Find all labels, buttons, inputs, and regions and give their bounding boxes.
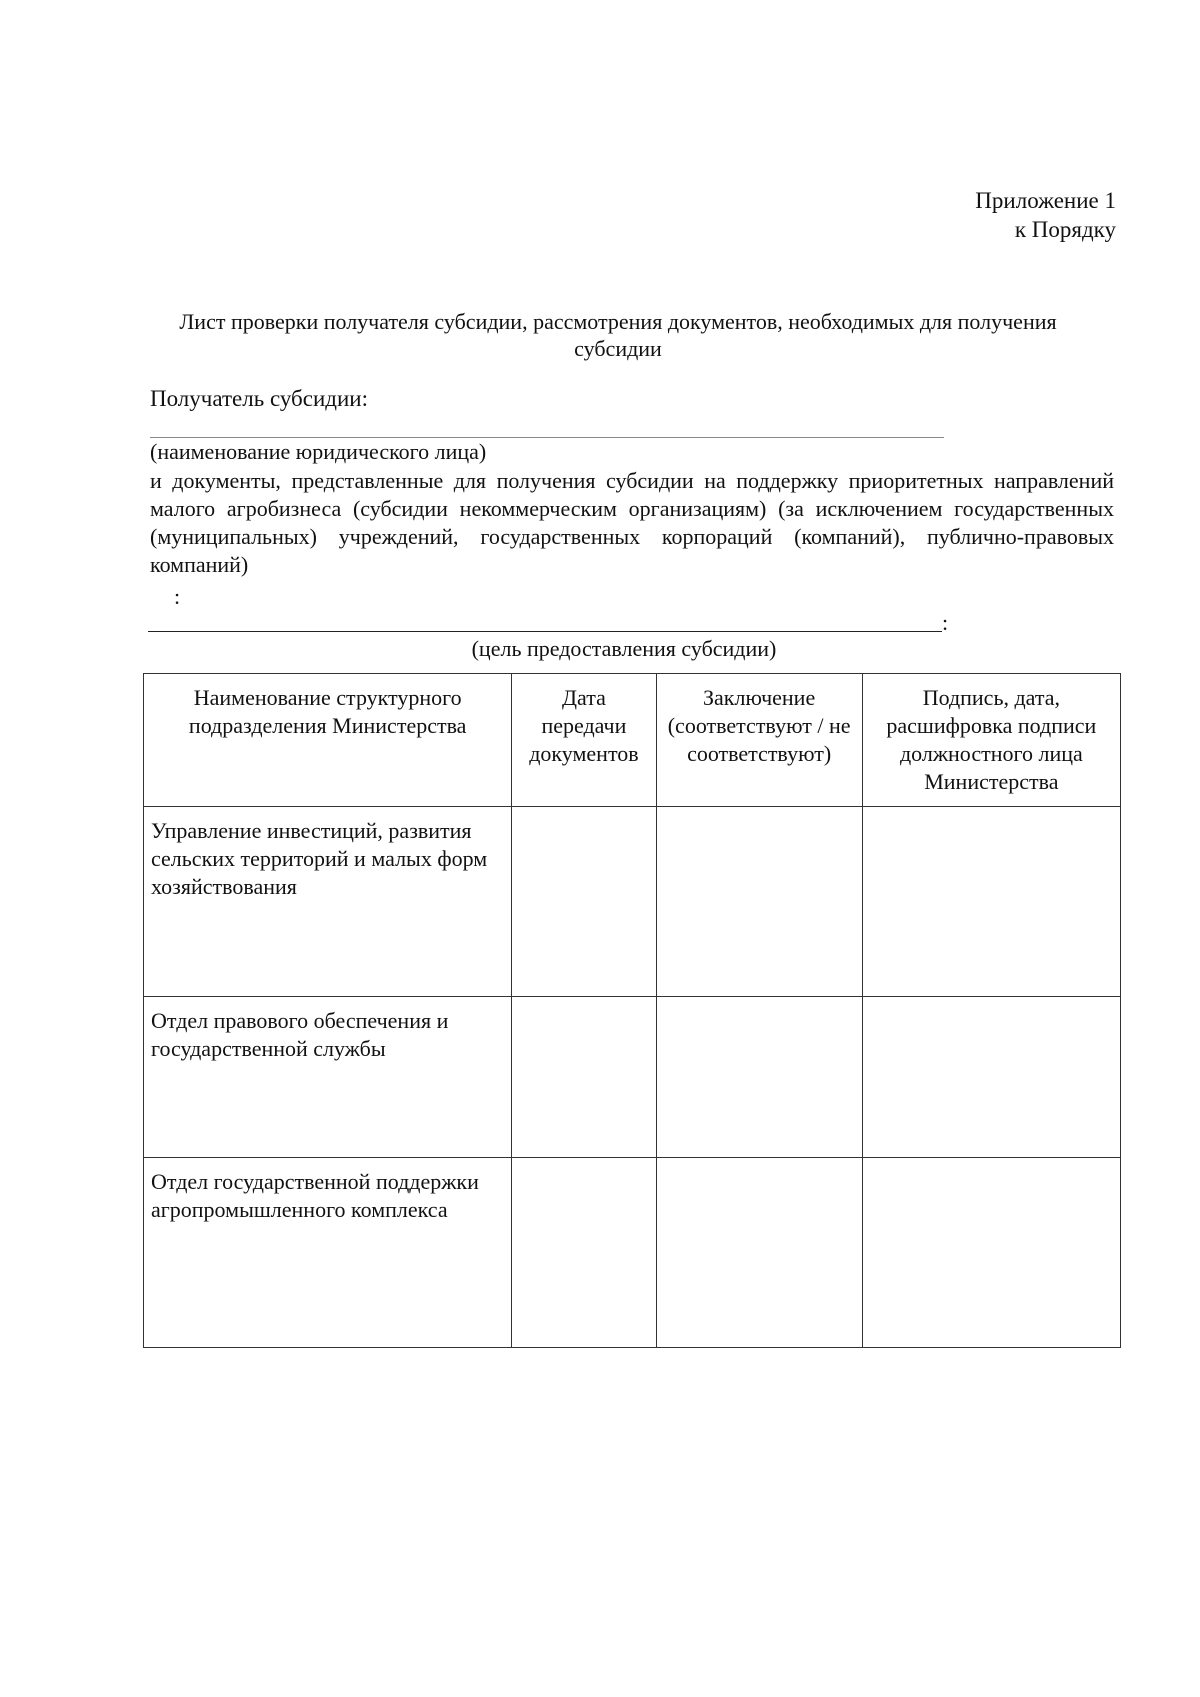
colon-mark: : xyxy=(174,584,181,609)
header-date: Дата передачи документов xyxy=(512,674,656,807)
appendix-line-1: Приложение 1 xyxy=(975,188,1116,213)
header-signature: Подпись, дата, расшифровка подписи должностного лица Министерства xyxy=(862,674,1120,807)
document-title: Лист проверки получателя субсидии, рассмотрения документов, необходимых для получения субсидии xyxy=(179,309,1057,361)
recipient-caption: (наименование юридического лица) xyxy=(150,439,487,464)
date-cell xyxy=(512,807,656,997)
purpose-colon: : xyxy=(942,610,949,635)
table-row xyxy=(144,807,1121,997)
table-header-row xyxy=(144,674,1121,807)
verification-table xyxy=(143,673,1121,1348)
recipient-label: Получатель субсидии: xyxy=(150,386,368,411)
date-cell xyxy=(512,1158,656,1348)
purpose-caption: (цель предоставления субсидии) xyxy=(471,636,777,661)
header-department: Наименование структурного подразделения Министерства xyxy=(144,674,512,807)
department-cell: Отдел государственной поддержки агропромышленного комплекса xyxy=(144,1158,512,1348)
documents-description: и документы, представленные для получения субсидии на поддержку приоритетных направлений малого агробизнеса (субсидии некоммерческим организациям) (за исключением государственных (муниципальных) учреждений, государственных корпораций (компаний), публично-правовых компаний) xyxy=(150,468,1114,577)
appendix-reference xyxy=(975,186,1116,244)
department-cell: Управление инвестиций, развития сельских территорий и малых форм хозяйствования xyxy=(144,807,512,997)
conclusion-cell xyxy=(656,807,862,997)
header-conclusion: Заключение (соответствуют / не соответствуют) xyxy=(656,674,862,807)
purpose-line xyxy=(148,631,942,632)
table-row xyxy=(144,997,1121,1158)
conclusion-cell xyxy=(656,1158,862,1348)
department-cell: Отдел правового обеспечения и государственной службы xyxy=(144,997,512,1158)
date-cell xyxy=(512,997,656,1158)
signature-cell xyxy=(862,997,1120,1158)
signature-cell xyxy=(862,1158,1120,1348)
appendix-line-2: к Порядку xyxy=(1014,217,1116,242)
conclusion-cell xyxy=(656,997,862,1158)
signature-cell xyxy=(862,807,1120,997)
table-row xyxy=(144,1158,1121,1348)
